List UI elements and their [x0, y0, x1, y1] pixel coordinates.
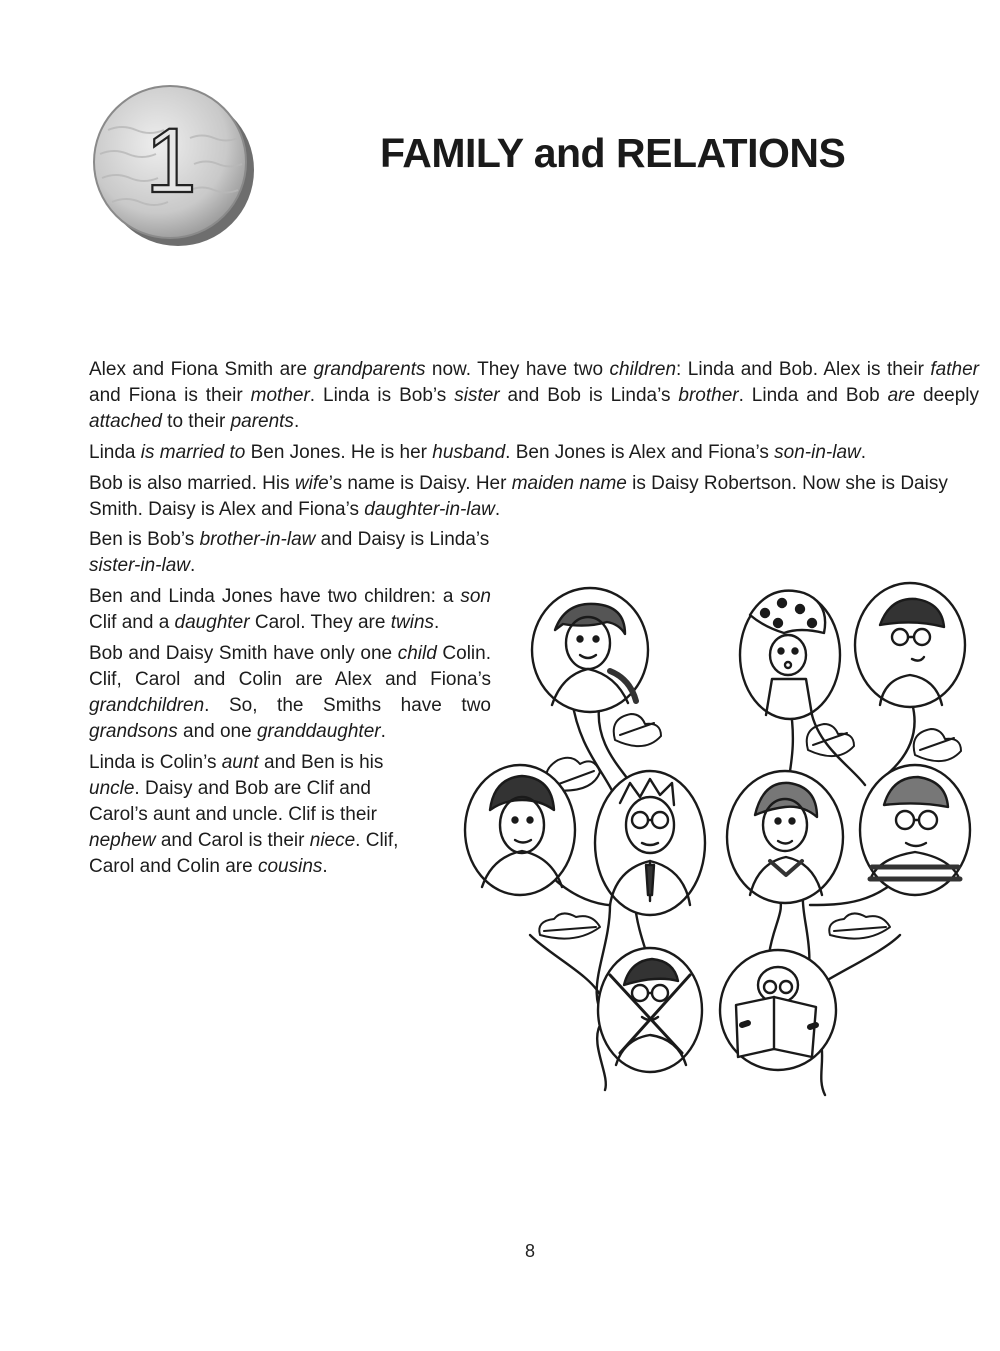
portrait-daisy: [465, 765, 575, 895]
vocabulary-term: son: [460, 586, 491, 607]
vocabulary-term: daughter: [174, 612, 250, 633]
portrait-carol: [740, 591, 840, 719]
portrait-bob: [727, 771, 843, 903]
vocabulary-term: child: [397, 643, 437, 664]
text-run: . So, the Smiths have two: [204, 695, 491, 716]
intro-text: [89, 357, 979, 528]
text-run: .: [380, 721, 386, 742]
text-run: Carol. They are: [249, 612, 391, 633]
text-run: . Clif, Carol and Colin are: [89, 830, 399, 877]
text-run: to their: [161, 411, 231, 432]
text-run: Alex and Fiona Smith are: [89, 359, 314, 380]
text-run: Ben and Linda Jones have two children: a: [89, 586, 461, 607]
paragraph: [89, 527, 534, 579]
paragraph: [89, 471, 979, 523]
text-run: and Daisy is Linda’s: [315, 529, 490, 550]
vocabulary-term: son-in-law: [774, 442, 861, 463]
vocabulary-term: mother: [250, 385, 310, 406]
text-run: .: [190, 555, 196, 576]
portrait-ben: [595, 771, 705, 915]
vocabulary-term: aunt: [221, 752, 259, 773]
vocabulary-term: children: [609, 359, 677, 380]
text-run: Ben is Bob’s: [89, 529, 200, 550]
vocabulary-term: grandchildren: [89, 695, 205, 716]
text-run: . Linda and Bob: [738, 385, 888, 406]
chapter-badge: [86, 78, 258, 250]
paragraph: [89, 750, 427, 880]
chapter-number: 1: [145, 110, 197, 212]
portrait-colin: [860, 765, 970, 895]
vocabulary-term: brother-in-law: [199, 529, 316, 550]
chapter-title: FAMILY and RELATIONS: [380, 130, 846, 176]
vocabulary-term: sister: [454, 385, 500, 406]
vocabulary-term: father: [930, 359, 979, 380]
portrait-fiona: [598, 948, 702, 1072]
text-run: .: [434, 612, 440, 633]
portrait-alex: [720, 950, 836, 1070]
text-run: Bob and Daisy Smith have only one: [89, 643, 398, 664]
text-run: Ben Jones. He is her: [245, 442, 433, 463]
vocabulary-term: husband: [432, 442, 506, 463]
page-number: 8: [524, 1241, 535, 1261]
text-run: . Daisy and Bob are Clif and Carol’s aunt and uncle. Clif is their: [89, 778, 377, 825]
text-run: Colin. Clif, Carol and Colin are Alex and Fiona’s: [89, 643, 491, 690]
vocabulary-term: are: [887, 385, 916, 406]
paragraph: [89, 584, 491, 636]
text-run: . Linda is Bob’s: [309, 385, 455, 406]
vocabulary-term: attached: [89, 411, 162, 432]
family-tree-illustration: [460, 575, 980, 1105]
paragraph: [89, 440, 979, 466]
text-run: and Fiona is their: [89, 385, 251, 406]
text-run: .: [293, 411, 300, 432]
text-run: deeply: [915, 385, 980, 406]
text-run: and Carol is their: [155, 830, 310, 851]
text-run: is Daisy Robertson. Now she is Daisy Smith. Daisy is Alex and Fiona’s: [89, 473, 948, 520]
vocabulary-term: wife: [294, 473, 329, 494]
vocabulary-term: uncle: [89, 778, 135, 799]
text-run: and Ben is his: [258, 752, 384, 773]
vocabulary-term: granddaughter: [256, 721, 381, 742]
vocabulary-term: maiden name: [511, 473, 627, 494]
text-run: Clif and a: [89, 612, 175, 633]
portrait-linda: [532, 588, 648, 712]
text-run: and one: [177, 721, 257, 742]
text-run: . Ben Jones is Alex and Fiona’s: [505, 442, 775, 463]
chapter-badge-graphic: [86, 78, 258, 250]
text-run: ’s name is Daisy. Her: [328, 473, 512, 494]
vocabulary-term: twins: [390, 612, 435, 633]
portrait-clif: [855, 583, 965, 707]
vocabulary-term: is married to: [140, 442, 246, 463]
vocabulary-term: sister-in-law: [89, 555, 191, 576]
vocabulary-term: parents: [230, 411, 294, 432]
paragraph: [89, 641, 491, 745]
vocabulary-term: grandsons: [89, 721, 178, 742]
vocabulary-term: grandparents: [313, 359, 426, 380]
text-run: : Linda and Bob. Alex is their: [676, 359, 931, 380]
text-run: .: [322, 856, 328, 877]
text-run: Linda is Colin’s: [89, 752, 222, 773]
vocabulary-term: brother: [678, 385, 739, 406]
vocabulary-term: nephew: [89, 830, 156, 851]
text-run: now. They have two: [425, 359, 610, 380]
text-run: .: [860, 442, 867, 463]
paragraph: [89, 357, 979, 435]
vocabulary-term: niece: [309, 830, 356, 851]
text-run: Linda: [89, 442, 141, 463]
tree-branches: [530, 685, 915, 1095]
text-run: Bob is also married. His: [89, 473, 295, 494]
vocabulary-term: cousins: [257, 856, 323, 877]
text-run: .: [494, 499, 501, 520]
text-run: and Bob is Linda’s: [499, 385, 679, 406]
vocabulary-term: daughter-in-law: [364, 499, 495, 520]
